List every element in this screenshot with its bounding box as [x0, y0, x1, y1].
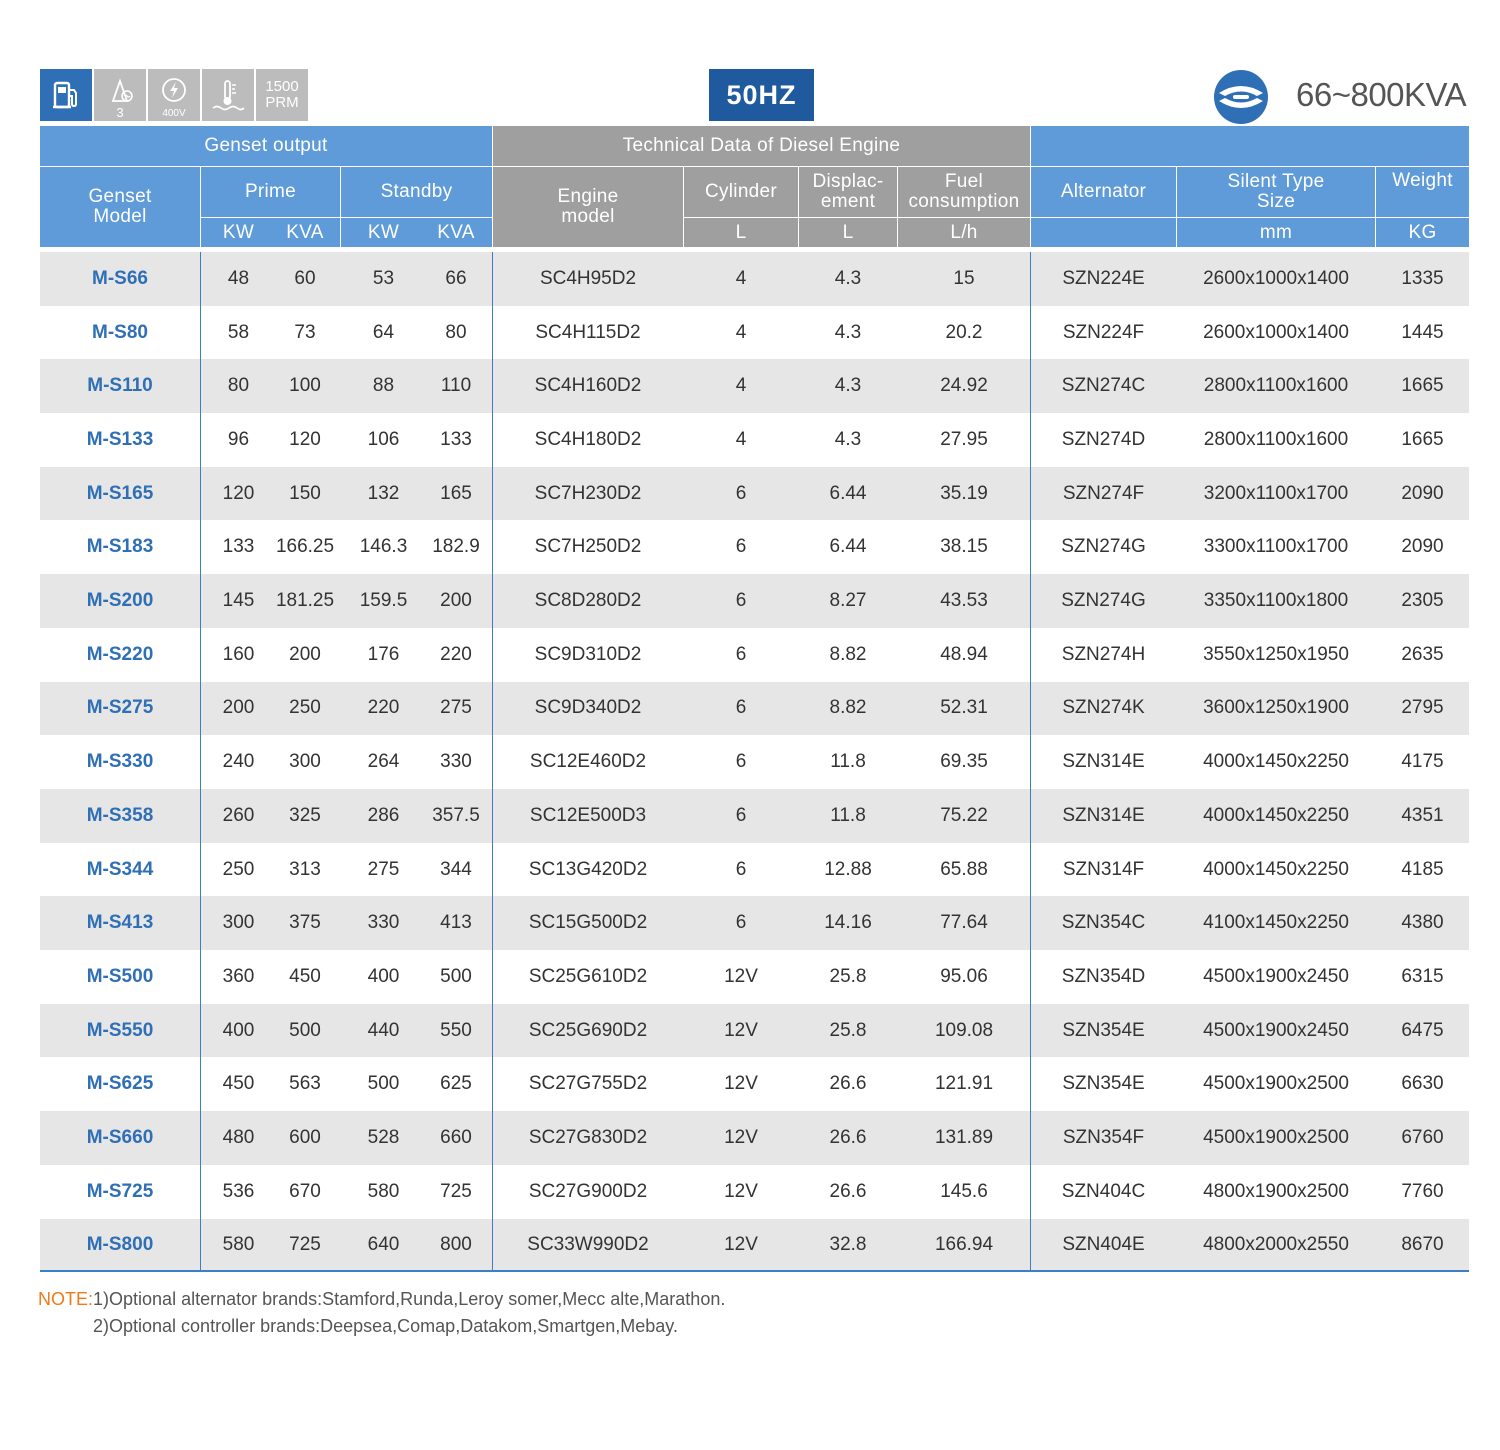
alternator-cell: SZN354D — [1061, 965, 1146, 987]
prime-kva-cell: 200 — [289, 643, 321, 665]
engine-model-cell: SC33W990D2 — [527, 1234, 649, 1256]
col-header-silent-size: Silent Type Size — [1177, 167, 1375, 217]
standby-kw-cell: 264 — [367, 751, 400, 773]
silent-size-cell: 4500x1900x2500 — [1203, 1073, 1349, 1095]
standby-kva-cell: 725 — [440, 1180, 472, 1202]
fuel-consumption-cell: 166.94 — [934, 1234, 994, 1256]
cylinder-cell: 12V — [724, 1234, 758, 1256]
genset-model-cell: M-S500 — [86, 965, 154, 987]
weight-cell: 2090 — [1401, 536, 1444, 558]
alternator-cell: SZN274D — [1061, 428, 1146, 450]
displacement-cell: 25.8 — [829, 965, 867, 987]
weight-cell: 6630 — [1401, 1073, 1444, 1095]
fuel-consumption-cell: 109.08 — [934, 1019, 994, 1041]
prime-kw-cell: 480 — [222, 1127, 255, 1149]
frequency-badge: 50HZ — [709, 69, 814, 121]
unit-weight: KG — [1376, 218, 1469, 247]
unit-standby-kva: KVA — [420, 218, 492, 247]
note-label: NOTE: — [38, 1289, 94, 1309]
table-row — [40, 252, 1469, 306]
prime-kw-cell: 580 — [222, 1234, 255, 1256]
genset-model-cell: M-S165 — [86, 482, 154, 504]
silent-size-cell: 4000x1450x2250 — [1203, 751, 1349, 773]
displacement-cell: 4.3 — [834, 267, 862, 289]
silent-size-cell: 4100x1450x2250 — [1203, 912, 1349, 934]
displacement-cell: 8.82 — [829, 643, 867, 665]
cylinder-cell: 4 — [735, 267, 747, 289]
cylinder-cell: 6 — [735, 536, 747, 558]
table-row — [40, 682, 1469, 736]
alternator-cell: SZN314F — [1062, 858, 1145, 880]
standby-kw-cell: 286 — [367, 804, 400, 826]
standby-kva-cell: 66 — [445, 267, 467, 289]
displacement-cell: 26.6 — [829, 1127, 867, 1149]
col-header-standby: Standby — [341, 167, 492, 217]
engine-model-cell: SC27G755D2 — [528, 1073, 648, 1095]
genset-model-cell: M-S80 — [92, 321, 148, 343]
prime-kw-cell: 145 — [222, 590, 255, 612]
table-row — [40, 1058, 1469, 1112]
prime-kva-cell: 670 — [289, 1180, 321, 1202]
prime-kw-cell: 450 — [222, 1073, 255, 1095]
col-header-prime: Prime — [201, 167, 340, 217]
weight-cell: 7760 — [1401, 1180, 1444, 1202]
standby-kw-cell: 640 — [367, 1234, 400, 1256]
standby-kva-cell: 344 — [440, 858, 472, 880]
cylinder-cell: 12V — [724, 1180, 758, 1202]
genset-model-cell: M-S344 — [86, 858, 154, 880]
prime-kva-cell: 150 — [289, 482, 321, 504]
table-row — [40, 1004, 1469, 1058]
notes — [38, 1286, 725, 1340]
note-line-2: 2)Optional controller brands:Deepsea,Comap,Datakom,Smartgen,Mebay. — [93, 1316, 678, 1336]
fuel-consumption-cell: 52.31 — [940, 697, 988, 719]
genset-model-cell: M-S330 — [86, 751, 154, 773]
range-title: 66~800KVA — [1296, 76, 1467, 113]
engine-model-cell: SC13G420D2 — [528, 858, 648, 880]
prime-kw-cell: 260 — [222, 804, 255, 826]
standby-kva-cell: 275 — [440, 697, 472, 719]
fuel-pump-icon — [40, 69, 92, 121]
displacement-cell: 6.44 — [829, 482, 867, 504]
table-row — [40, 789, 1469, 843]
fuel-consumption-cell: 24.92 — [940, 375, 988, 397]
standby-kva-cell: 110 — [440, 375, 472, 397]
prime-kva-cell: 313 — [289, 858, 321, 880]
engine-model-cell: SC9D340D2 — [534, 697, 642, 719]
genset-model-cell: M-S183 — [86, 536, 154, 558]
brand-logo-icon — [1213, 69, 1269, 125]
prime-kw-cell: 120 — [222, 482, 255, 504]
prime-kw-cell: 536 — [222, 1180, 255, 1202]
silent-size-cell: 4800x1900x2500 — [1203, 1180, 1349, 1202]
displacement-cell: 14.16 — [824, 912, 872, 934]
genset-model-cell: M-S200 — [86, 590, 154, 612]
table-row — [40, 1165, 1469, 1219]
engine-model-cell: SC7H230D2 — [534, 482, 642, 504]
genset-model-cell: M-S625 — [86, 1073, 154, 1095]
col-header-weight: Weight — [1376, 167, 1469, 217]
silent-size-cell: 2600x1000x1400 — [1203, 267, 1349, 289]
engine-model-cell: SC15G500D2 — [528, 912, 648, 934]
standby-kva-cell: 550 — [440, 1019, 472, 1041]
col-header-alternator: Alternator — [1031, 167, 1176, 217]
prime-kw-cell: 300 — [222, 912, 255, 934]
fuel-consumption-cell: 95.06 — [940, 965, 988, 987]
standby-kva-cell: 133 — [440, 428, 472, 450]
alternator-cell: SZN274F — [1062, 482, 1145, 504]
alternator-cell: SZN274C — [1061, 375, 1146, 397]
weight-cell: 2795 — [1401, 697, 1444, 719]
engine-model-cell: SC12E460D2 — [529, 751, 647, 773]
cylinder-cell: 6 — [735, 751, 747, 773]
displacement-cell: 4.3 — [834, 428, 862, 450]
col-header-fuel: Fuel consumption — [898, 167, 1030, 217]
weight-cell: 6760 — [1401, 1127, 1444, 1149]
engine-model-cell: SC27G830D2 — [528, 1127, 648, 1149]
standby-kw-cell: 500 — [367, 1073, 400, 1095]
silent-size-cell: 2600x1000x1400 — [1203, 321, 1349, 343]
weight-cell: 2090 — [1401, 482, 1444, 504]
alternator-cell: SZN314E — [1062, 751, 1145, 773]
table-row — [40, 359, 1469, 413]
table-row — [40, 735, 1469, 789]
prime-kva-cell: 60 — [294, 267, 316, 289]
weight-cell: 4185 — [1401, 858, 1444, 880]
prime-kva-cell: 250 — [289, 697, 321, 719]
prime-kva-cell: 100 — [289, 375, 321, 397]
engine-model-cell: SC25G690D2 — [528, 1019, 648, 1041]
prime-kva-cell: 325 — [289, 804, 321, 826]
fuel-consumption-cell: 48.94 — [940, 643, 988, 665]
weight-cell: 4380 — [1401, 912, 1444, 934]
displacement-cell: 26.6 — [829, 1180, 867, 1202]
prime-kw-cell: 96 — [227, 428, 250, 450]
cylinder-cell: 6 — [735, 804, 747, 826]
unit-alternator-blank — [1031, 218, 1176, 247]
fuel-consumption-cell: 69.35 — [940, 751, 988, 773]
cylinder-cell: 6 — [735, 590, 747, 612]
fuel-consumption-cell: 43.53 — [940, 590, 988, 612]
prime-kw-cell: 360 — [222, 965, 255, 987]
unit-prime-kw: KW — [201, 218, 276, 247]
cylinder-cell: 12V — [724, 1127, 758, 1149]
genset-model-cell: M-S110 — [87, 375, 153, 397]
alternator-cell: SZN224F — [1062, 321, 1145, 343]
group-header-genset-output: Genset output — [40, 126, 492, 166]
standby-kw-cell: 400 — [367, 965, 400, 987]
engine-model-cell: SC4H160D2 — [534, 375, 642, 397]
genset-model-cell: M-S660 — [86, 1127, 154, 1149]
prime-kva-cell: 375 — [289, 912, 321, 934]
genset-model-cell: M-S358 — [86, 804, 154, 826]
genset-model-cell: M-S413 — [86, 912, 154, 934]
genset-model-cell: M-S66 — [92, 267, 148, 289]
table-row — [40, 413, 1469, 467]
alternator-cell: SZN274G — [1061, 590, 1146, 612]
standby-kw-cell: 88 — [372, 375, 395, 397]
group-header-blank — [1031, 126, 1469, 166]
prime-kva-cell: 500 — [289, 1019, 321, 1041]
prime-kw-cell: 80 — [227, 375, 250, 397]
cylinder-cell: 12V — [724, 1019, 758, 1041]
alternator-cell: SZN314E — [1062, 804, 1145, 826]
table-row — [40, 843, 1469, 897]
alternator-cell: SZN354F — [1062, 1127, 1145, 1149]
table-row — [40, 1111, 1469, 1165]
cylinder-cell: 12V — [724, 1073, 758, 1095]
displacement-cell: 4.3 — [834, 321, 862, 343]
unit-cylinder: L — [684, 218, 798, 247]
engine-model-cell: SC9D310D2 — [534, 643, 642, 665]
silent-size-cell: 3550x1250x1950 — [1203, 643, 1349, 665]
standby-kw-cell: 275 — [367, 858, 400, 880]
genset-model-cell: M-S800 — [86, 1234, 154, 1256]
cylinder-cell: 6 — [735, 482, 747, 504]
fuel-consumption-cell: 35.19 — [940, 482, 988, 504]
engine-model-cell: SC12E500D3 — [529, 804, 647, 826]
weight-cell: 1335 — [1401, 267, 1444, 289]
standby-kva-cell: 413 — [440, 912, 472, 934]
cylinder-cell: 6 — [735, 912, 747, 934]
prime-kw-cell: 250 — [222, 858, 255, 880]
engine-model-cell: SC8D280D2 — [534, 590, 642, 612]
standby-kva-cell: 182.9 — [432, 536, 480, 558]
standby-kw-cell: 176 — [367, 643, 400, 665]
body-divider — [492, 252, 493, 1270]
genset-model-cell: M-S725 — [86, 1180, 154, 1202]
engine-model-cell: SC7H250D2 — [534, 536, 642, 558]
displacement-cell: 8.27 — [829, 590, 867, 612]
fuel-consumption-cell: 65.88 — [940, 858, 988, 880]
standby-kw-cell: 330 — [367, 912, 400, 934]
engine-model-cell: SC27G900D2 — [528, 1180, 648, 1202]
unit-prime-kva: KVA — [270, 218, 340, 247]
standby-kw-cell: 440 — [367, 1019, 400, 1041]
alternator-cell: SZN354E — [1062, 1019, 1145, 1041]
displacement-cell: 11.8 — [830, 751, 866, 773]
prime-kw-cell: 240 — [222, 751, 255, 773]
standby-kw-cell: 106 — [367, 428, 400, 450]
genset-model-cell: M-S133 — [86, 428, 154, 450]
engine-model-cell: SC4H95D2 — [539, 267, 637, 289]
silent-size-cell: 3300x1100x1700 — [1203, 536, 1349, 558]
engine-model-cell: SC25G610D2 — [528, 965, 648, 987]
alternator-cell: SZN224E — [1062, 267, 1145, 289]
weight-cell: 1665 — [1401, 428, 1444, 450]
silent-size-cell: 3350x1100x1800 — [1203, 590, 1349, 612]
prime-kva-cell: 166.25 — [275, 536, 335, 558]
standby-kva-cell: 357.5 — [432, 804, 480, 826]
standby-kw-cell: 159.5 — [359, 590, 408, 612]
coolant-temperature-icon — [202, 69, 254, 121]
cylinder-cell: 4 — [735, 375, 747, 397]
silent-size-cell: 4500x1900x2450 — [1203, 965, 1349, 987]
alternator-cell: SZN354E — [1062, 1073, 1145, 1095]
silent-size-cell: 3600x1250x1900 — [1203, 697, 1349, 719]
body-divider — [1030, 252, 1031, 1270]
fuel-consumption-cell: 75.22 — [940, 804, 988, 826]
table-row — [40, 896, 1469, 950]
alternator-cell: SZN274H — [1061, 643, 1146, 665]
standby-kw-cell: 64 — [372, 321, 395, 343]
displacement-cell: 4.3 — [834, 375, 862, 397]
cylinder-cell: 12V — [724, 965, 758, 987]
table-row — [40, 467, 1469, 521]
table-row — [40, 950, 1469, 1004]
table-row — [40, 306, 1469, 360]
voltage-label: 400V — [162, 108, 186, 119]
unit-fuel: L/h — [898, 218, 1030, 247]
prime-kw-cell: 400 — [222, 1019, 255, 1041]
col-header-engine-model: Engine model — [493, 167, 683, 247]
cylinder-cell: 6 — [735, 697, 747, 719]
note-line-1: 1)Optional alternator brands:Stamford,Runda,Leroy somer,Mecc alte,Marathon. — [93, 1289, 726, 1309]
standby-kw-cell: 53 — [372, 267, 395, 289]
table-bottom-rule — [40, 1270, 1469, 1272]
fuel-consumption-cell: 145.6 — [940, 1180, 988, 1202]
genset-model-cell: M-S220 — [86, 643, 154, 665]
table-row — [40, 521, 1469, 575]
standby-kva-cell: 200 — [440, 590, 472, 612]
body-divider — [200, 252, 201, 1270]
table-row — [40, 628, 1469, 682]
cylinder-cell: 4 — [735, 321, 747, 343]
standby-kw-cell: 528 — [367, 1127, 400, 1149]
silent-size-cell: 2800x1100x1600 — [1203, 375, 1349, 397]
unit-size: mm — [1177, 218, 1375, 247]
fuel-consumption-cell: 27.95 — [940, 428, 988, 450]
engine-model-cell: SC4H180D2 — [534, 428, 642, 450]
table-row — [40, 574, 1469, 628]
displacement-cell: 26.6 — [829, 1073, 867, 1095]
displacement-cell: 11.8 — [830, 804, 866, 826]
displacement-cell: 25.8 — [829, 1019, 867, 1041]
silent-size-cell: 3200x1100x1700 — [1203, 482, 1349, 504]
weight-cell: 4351 — [1401, 804, 1444, 826]
displacement-cell: 32.8 — [829, 1234, 867, 1256]
prime-kva-cell: 120 — [289, 428, 321, 450]
prime-kva-cell: 600 — [289, 1127, 321, 1149]
standby-kva-cell: 330 — [440, 751, 472, 773]
standby-kw-cell: 580 — [367, 1180, 400, 1202]
standby-kva-cell: 800 — [440, 1234, 472, 1256]
fuel-consumption-cell: 20.2 — [945, 321, 983, 343]
col-header-displacement: Displac- ement — [799, 167, 897, 217]
fuel-consumption-cell: 15 — [953, 267, 975, 289]
weight-cell: 4175 — [1401, 751, 1444, 773]
weight-cell: 1445 — [1401, 321, 1444, 343]
unit-displacement: L — [799, 218, 897, 247]
prime-kw-cell: 200 — [222, 697, 255, 719]
rpm-icon — [256, 69, 308, 121]
weight-cell: 2305 — [1401, 590, 1444, 612]
fuel-consumption-cell: 38.15 — [940, 536, 988, 558]
standby-kva-cell: 80 — [445, 321, 467, 343]
voltage-icon — [148, 69, 200, 121]
engine-model-cell: SC4H115D2 — [535, 321, 641, 343]
alternator-cell: SZN354C — [1061, 912, 1146, 934]
cylinder-cell: 4 — [735, 428, 747, 450]
silent-size-cell: 4000x1450x2250 — [1203, 858, 1349, 880]
col-header-genset-model: Genset Model — [40, 167, 200, 247]
prime-kva-cell: 73 — [294, 321, 316, 343]
alternator-cell: SZN404C — [1061, 1180, 1146, 1202]
prime-kw-cell: 58 — [227, 321, 250, 343]
unit-standby-kw: KW — [341, 218, 426, 247]
weight-cell: 6315 — [1401, 965, 1444, 987]
alternator-cell: SZN274K — [1062, 697, 1145, 719]
weight-cell: 8670 — [1401, 1234, 1444, 1256]
prime-kw-cell: 133 — [222, 536, 255, 558]
table-row — [40, 1219, 1469, 1273]
standby-kva-cell: 660 — [440, 1127, 472, 1149]
alternator-cell: SZN404E — [1062, 1234, 1145, 1256]
prime-kva-cell: 181.25 — [275, 590, 335, 612]
cylinder-cell: 6 — [735, 858, 747, 880]
genset-model-cell: M-S550 — [86, 1019, 154, 1041]
displacement-cell: 6.44 — [829, 536, 867, 558]
prime-kva-cell: 450 — [289, 965, 321, 987]
standby-kva-cell: 500 — [440, 965, 472, 987]
silent-size-cell: 4500x1900x2500 — [1203, 1127, 1349, 1149]
fuel-consumption-cell: 121.91 — [934, 1073, 994, 1095]
prime-kva-cell: 563 — [289, 1073, 321, 1095]
prime-kva-cell: 725 — [289, 1234, 321, 1256]
group-header-engine: Technical Data of Diesel Engine — [493, 126, 1030, 166]
weight-cell: 2635 — [1401, 643, 1444, 665]
phase-label: 3 — [116, 105, 124, 120]
silent-size-cell: 4800x2000x2550 — [1203, 1234, 1349, 1256]
weight-cell: 1665 — [1401, 375, 1444, 397]
prime-kva-cell: 300 — [289, 751, 321, 773]
standby-kva-cell: 165 — [440, 482, 472, 504]
alternator-cell: SZN274G — [1061, 536, 1146, 558]
standby-kva-cell: 220 — [440, 643, 472, 665]
fuel-consumption-cell: 131.89 — [934, 1127, 994, 1149]
prime-kw-cell: 160 — [222, 643, 255, 665]
col-header-cylinder: Cylinder — [684, 167, 798, 217]
standby-kw-cell: 220 — [367, 697, 400, 719]
displacement-cell: 8.82 — [829, 697, 867, 719]
spec-icon-strip — [40, 69, 308, 121]
phase-icon — [94, 69, 146, 121]
prime-kw-cell: 48 — [227, 267, 250, 289]
silent-size-cell: 4000x1450x2250 — [1203, 804, 1349, 826]
cylinder-cell: 6 — [735, 643, 747, 665]
rpm-unit: PRM — [265, 94, 299, 111]
standby-kw-cell: 146.3 — [359, 536, 408, 558]
displacement-cell: 12.88 — [824, 858, 872, 880]
fuel-consumption-cell: 77.64 — [940, 912, 988, 934]
silent-size-cell: 4500x1900x2450 — [1203, 1019, 1349, 1041]
weight-cell: 6475 — [1401, 1019, 1444, 1041]
genset-model-cell: M-S275 — [86, 697, 154, 719]
silent-size-cell: 2800x1100x1600 — [1203, 428, 1349, 450]
standby-kva-cell: 625 — [440, 1073, 472, 1095]
standby-kw-cell: 132 — [367, 482, 400, 504]
rpm-value: 1500 — [265, 78, 299, 95]
